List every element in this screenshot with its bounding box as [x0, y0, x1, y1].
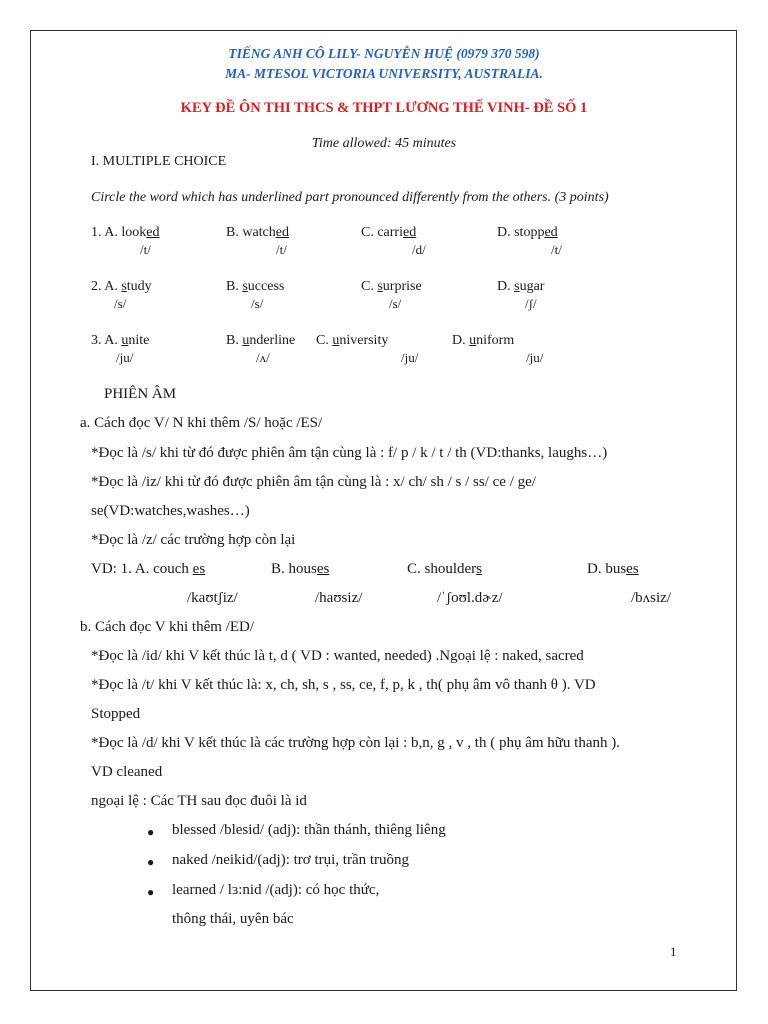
- exception-item: naked /neikid/(adj): trơ trụi, trần truồng: [172, 852, 410, 868]
- example-option-c-ipa: /ˈʃoʊl.dɚz/: [437, 590, 503, 606]
- bullet-icon: ●: [147, 885, 155, 899]
- example-option-d: D. buses: [587, 561, 639, 577]
- exception-item: blessed /blesid/ (adj): thần thánh, thiêng liêng: [172, 822, 446, 838]
- q2-option-c-ipa: /s/: [389, 296, 402, 311]
- part-a-rule-2: *Đọc là /iz/ khi từ đó được phiên âm tận cùng là : x/ ch/ sh / s / ss/ ce / ge/: [91, 474, 536, 490]
- q3-option-c: C. university: [316, 333, 389, 348]
- example-option-c: C. shoulders: [407, 561, 483, 577]
- q2-option-a: 2. A. study: [91, 279, 152, 294]
- bullet-icon: ●: [147, 855, 155, 869]
- time-allowed: Time allowed: 45 minutes: [311, 136, 457, 151]
- q3-option-d: D. uniform: [452, 333, 515, 348]
- part-b-rule-2: *Đọc là /t/ khi V kết thúc là: x, ch, sh, s , ss, ce, f, p, k , th( phụ âm vô thanh θ ). VD: [91, 677, 596, 693]
- q2-option-d: D. sugar: [497, 279, 545, 294]
- q1-option-c: C. carried: [361, 225, 417, 240]
- q3-option-a: 3. A. unite: [91, 333, 150, 348]
- part-a-rule-3: *Đọc là /z/ các trường hợp còn lại: [91, 532, 296, 548]
- section-heading: I. MULTIPLE CHOICE: [91, 154, 227, 169]
- part-a-rule-1: *Đọc là /s/ khi từ đó được phiên âm tận cùng là : f/ p / k / t / th (VD:thanks, laughs…): [91, 445, 608, 461]
- page-number: 1: [670, 944, 677, 959]
- header-line-2: MA- MTESOL VICTORIA UNIVERSITY, AUSTRALIA.: [225, 66, 543, 81]
- q1-option-d: D. stopped: [497, 225, 558, 240]
- part-b-rule-1: *Đọc là /id/ khi V kết thúc là t, d ( VD : wanted, needed) .Ngoại lệ : naked, sacred: [91, 648, 584, 664]
- header-line-1: TIẾNG ANH CÔ LILY- NGUYỄN HUỆ (0979 370 598): [228, 46, 540, 61]
- q3-option-c-ipa: /ju/: [401, 350, 419, 365]
- q2-option-d-ipa: /ʃ/: [525, 296, 537, 311]
- part-b-heading: b. Cách đọc V khi thêm /ED/: [80, 619, 255, 635]
- q3-option-a-ipa: /ju/: [116, 350, 134, 365]
- instruction: Circle the word which has underlined part pronounced differently from the others. (3 points): [91, 190, 609, 205]
- example-option-b: B. houses: [271, 561, 330, 577]
- q1-option-a-ipa: /t/: [140, 242, 151, 257]
- exceptions-heading: ngoại lệ : Các TH sau đọc đuôi là id: [91, 793, 307, 809]
- part-a-heading: a. Cách đọc V/ N khi thêm /S/ hoặc /ES/: [80, 415, 323, 431]
- example-option-d-ipa: /bʌsiz/: [631, 590, 671, 606]
- bullet-icon: ●: [147, 825, 155, 839]
- q2-option-a-ipa: /s/: [114, 296, 127, 311]
- q3-option-d-ipa: /ju/: [526, 350, 544, 365]
- q2-option-b-ipa: /s/: [251, 296, 264, 311]
- example-option-a: VD: 1. A. couch es: [91, 561, 206, 577]
- phien-am-heading: PHIÊN ÂM: [104, 386, 177, 402]
- example-option-a-ipa: /kaʊtʃiz/: [187, 590, 238, 606]
- q2-option-c: C. surprise: [361, 279, 422, 294]
- exception-item: learned / lɜ:nid /(adj): có học thức,: [172, 882, 380, 898]
- example-option-b-ipa: /haʊsiz/: [315, 590, 363, 606]
- part-b-rule-3: *Đọc là /d/ khi V kết thúc là các trường hợp còn lại : b,n, g , v , th ( phụ âm hữu thanh ).: [91, 735, 620, 751]
- q3-option-b-ipa: /ʌ/: [256, 350, 270, 365]
- exception-item-cont: thông thái, uyên bác: [172, 911, 294, 927]
- q3-option-b: B. underline: [226, 333, 296, 348]
- part-b-rule-2-cont: Stopped: [91, 706, 141, 722]
- document-title: KEY ĐỀ ÔN THI THCS & THPT LƯƠNG THẾ VINH- ĐỀ SỐ 1: [180, 100, 588, 116]
- q1-option-a: 1. A. looked: [91, 225, 160, 240]
- q1-option-b-ipa: /t/: [276, 242, 287, 257]
- part-a-rule-2-cont: se(VD:watches,washes…): [91, 503, 250, 519]
- q1-option-c-ipa: /d/: [412, 242, 426, 257]
- q1-option-d-ipa: /t/: [551, 242, 562, 257]
- part-b-rule-3-cont: VD cleaned: [91, 764, 163, 780]
- q1-option-b: B. watched: [226, 225, 289, 240]
- q2-option-b: B. success: [226, 279, 285, 294]
